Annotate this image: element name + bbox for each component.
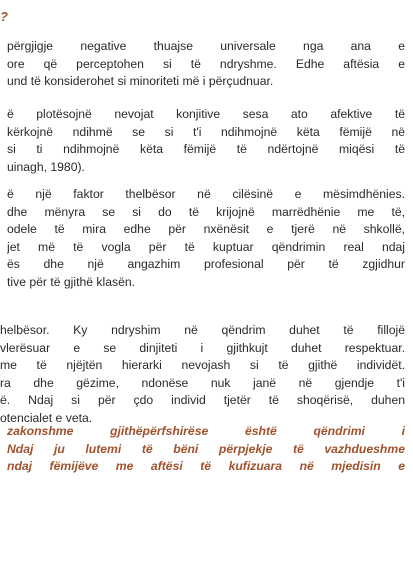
text-line: ë plotësojnë nevojat konjitive sesa ato afektive të — [7, 107, 405, 121]
text-line: uinagh, 1980). — [7, 159, 85, 174]
paragraph-1 — [0, 38, 405, 91]
text-line: odele të mira edhe për nxënësit e tjerë në shkollë, — [7, 222, 405, 237]
text-line: ra dhe gëzime, ndonëse nuk janë në gjendje t'i — [0, 375, 405, 390]
paragraph-4 — [0, 322, 405, 428]
text-line: otencialet e veta. — [0, 410, 93, 425]
paragraph-3 — [0, 186, 405, 292]
text-line: ë një faktor thelbësor në cilësinë e mësimdhënies. — [7, 187, 405, 201]
text-line: Ndaj ju lutemi të bëni përpjekje të vazhdueshme — [7, 441, 405, 456]
text-line: zakonshme gjithëpërfshirëse është qëndrimi i — [7, 424, 405, 438]
section-heading-fragment: ? — [0, 9, 8, 24]
paragraph-5-highlight — [0, 423, 405, 476]
text-line: kërkojnë ndihmë se si t'i ndihmojnë këta fëmijë në — [7, 124, 405, 139]
text-line: und të konsiderohet si minoriteti më i përçudnuar. — [7, 74, 274, 89]
text-line: jet më të vogla për të kuptuar qëndrimin real ndaj — [7, 239, 405, 254]
text-line: helbësor. Ky ndryshim në qëndrim duhet të fillojë — [0, 323, 405, 337]
text-line: përgjigje negative thuajse universale nga ana e — [7, 39, 405, 53]
text-line: me të njëjtën hierarki nevojash si të gjithë individët. — [0, 358, 405, 373]
text-line: ës dhe një angazhim profesional për të zgjidhur — [7, 257, 405, 272]
text-line: vlerësuar e se dinjiteti i gjithkujt duhet respektuar. — [0, 340, 405, 355]
text-line: dhe mënyra se si do të krijojnë marrëdhënie me të, — [7, 204, 405, 219]
text-line: si ti ndihmojnë këta fëmijë të ndërtojnë miqësi të — [7, 142, 405, 157]
text-line: tive për të gjithë klasën. — [7, 274, 136, 289]
paragraph-2 — [0, 106, 405, 176]
text-line: ndaj fëmijëve me aftësi të kufizuara në mjedisin e — [7, 459, 405, 474]
text-line: ë. Ndaj si për çdo individ tjetër të shoqërisë, duhen — [0, 393, 405, 408]
text-line: ore që perceptohen si të ndryshme. Edhe aftësia e — [7, 56, 405, 71]
